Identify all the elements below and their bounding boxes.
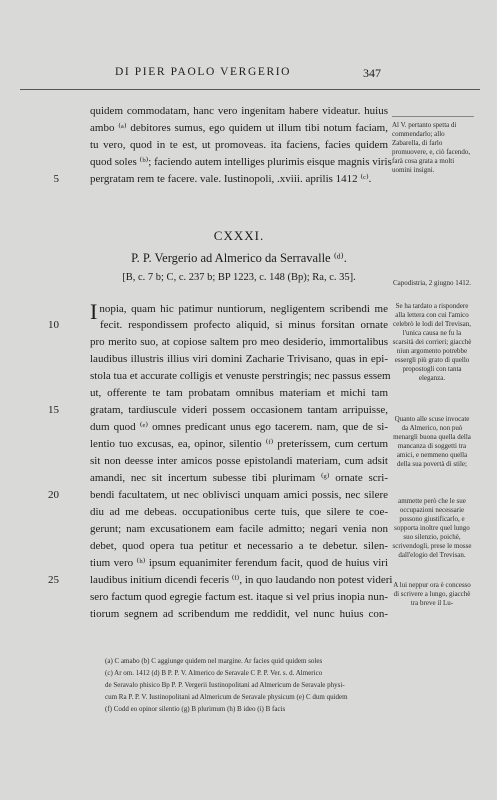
header-rule: [20, 89, 480, 90]
text-line: amandi, nec sit incertum subesse tibi plurimam ⁽ᵍ⁾ ornate scri-: [90, 472, 388, 484]
sidenote-rule: [392, 116, 474, 117]
sidenote: Se ha tardato a rispondere alla lettera con cui l'amico celebrò le lodi del Trevisan, l'unica causa ne fu la scarsità dei corrieri; giacchè niun argomento potrebbe essergli più grato di quello propostogli con tanta eleganza.: [392, 302, 472, 382]
sidenote: A lui neppur ora è concesso di scrivere a lungo, giacchè tra breve il Lu-: [393, 581, 471, 607]
text-line: quidem commodatam, hanc vero ingenitam habere videatur. huius: [90, 105, 388, 117]
letter-number: CXXXI.: [213, 228, 265, 243]
line-number: 15: [48, 404, 59, 416]
drop-capital: I: [90, 299, 98, 324]
letter-sources: [B, c. 7 b; C, c. 237 b; BP 1223, c. 148 (Bp); Ra, c. 35].: [122, 272, 356, 283]
letter-heading: P. P. Vergerio ad Almerico da Serravalle ⁽ᵈ⁾.: [131, 251, 347, 265]
text-line: laudibus initium dicendi feceris ⁽ⁱ⁾, in quo laudando non potest videri: [90, 574, 393, 586]
footnote-line: (f) Codd eo opinor silentio (g) B plurimum (h) B ideo (i) B facis: [105, 705, 286, 713]
text-line: stola tua et accurate colligis et venuste perstringis; nec passus essem: [90, 370, 391, 382]
text-line: bendi facultatem, ut nec oblivisci unquam amici possis, nec silere: [90, 489, 388, 501]
text-line: laudibus illustris illius viri domini Zacharie Trivisano, quas in epi-: [90, 353, 388, 365]
text-line: ambo ⁽ᵃ⁾ debitores sumus, ego quidem ut illum tibi notum faciam,: [90, 122, 388, 134]
text-line: dum quod ⁽ᵉ⁾ omnes predicant unus ego tacerem. nam, que de si-: [90, 421, 388, 433]
text-line: sit non deesse inter amicos posse epistolandi materiam, cum adsit: [90, 455, 388, 467]
text-line: sero factum quod egregie factum est. itaque si vel prius inopia nun-: [90, 591, 388, 603]
text-line: fecit. respondissem profecto aliquid, si minus forsitan ornate: [100, 319, 388, 331]
line-number: 20: [48, 489, 59, 501]
text-line: tu vero, quod in te est, ut promoveas. ita faciens, facies quidem: [90, 139, 388, 151]
line-number: 5: [53, 173, 59, 185]
first-line-text: nopia, quam hic patimur nuntiorum, negligentem scribendi me: [99, 303, 388, 315]
text-line: pro merito suo, at copiose saltem pro meo desiderio, immortalibus: [90, 336, 388, 348]
footnote-line: (c) Ar om. 1412 (d) B P. P. V. Almerico de Seravale C P. P. Ver. s. d. Almerico: [105, 669, 323, 677]
footnote-line: (a) C amabo (b) C aggiunge quidem nel margine. Ar facies quid quidem soles: [105, 657, 323, 665]
text-line: tium vero ⁽ʰ⁾ ipsum equanimiter ferendum facit, quod de huius viri: [90, 557, 388, 569]
text-line: pergratam rem te facere. vale. Iustinopoli, .xviii. aprilis 1412 ⁽ᶜ⁾.: [90, 173, 372, 185]
footnote-line: de Seravalo phisico Bp P. P. Vergerii Iustinopolitani ad Almericum de Seravale physi-: [105, 681, 345, 689]
text-line: tiorum segnem ad scribendum me reddidit, vel nunc huius con-: [90, 608, 388, 620]
text-line: gerunt; nam excusationem eam facile admitto; negari venia non: [90, 523, 388, 535]
first-line: [90, 299, 388, 324]
text-line: gratam, tardiuscule videri possem occasionem tantam arripuisse,: [90, 404, 388, 416]
sidenote: ammette però che le sue occupazioni necessarie possono giustificarlo, e sopporta inoltre quel lungo suo silenzio, poichè, scrivendogli, prese le mosse dall'elogio del Trevisan.: [392, 497, 472, 559]
text-line: ut, offerente te tam probatam omnibus materiam et michi tam: [90, 387, 388, 399]
text-line: quod soles ⁽ᵇ⁾; faciendo autem intelliges plurimis eisque magnis viris: [90, 156, 392, 168]
running-title: DI PIER PAOLO VERGERIO: [115, 66, 292, 78]
text-line: debet, quod opera tua petitur et necessario a te debetur. silen-: [90, 540, 388, 552]
sidenote: Al V. pertanto spetta di commendarlo; allo Zabarella, di farlo promuovere, e, ciò facendo, farà cosa grata a molti uomini insigni.: [392, 121, 471, 174]
text-line: diu ad me debeas. occupationibus certe tuis, que silere te coe-: [90, 506, 388, 518]
footnote-line: cum Ra P. P. V. Iustinopolitani ad Almericum de Seravale physicum (e) C dum quidem: [105, 693, 348, 701]
page-number: 347: [363, 66, 381, 80]
line-number: 10: [48, 319, 59, 331]
sidenote: Quanto alle scuse invocate da Almerico, non può menargli buona quella della mancanza di soggetti tra amici, e nemmeno quella della sua povertà di stile;: [393, 415, 471, 468]
text-line: lentio tuo excusas, ea, opinor, silentio ⁽ᶠ⁾ preteríssem, cum certum: [90, 438, 388, 450]
sidenote-date: Capodistria, 2 giugno 1412.: [393, 279, 471, 287]
line-number: 25: [48, 574, 59, 586]
